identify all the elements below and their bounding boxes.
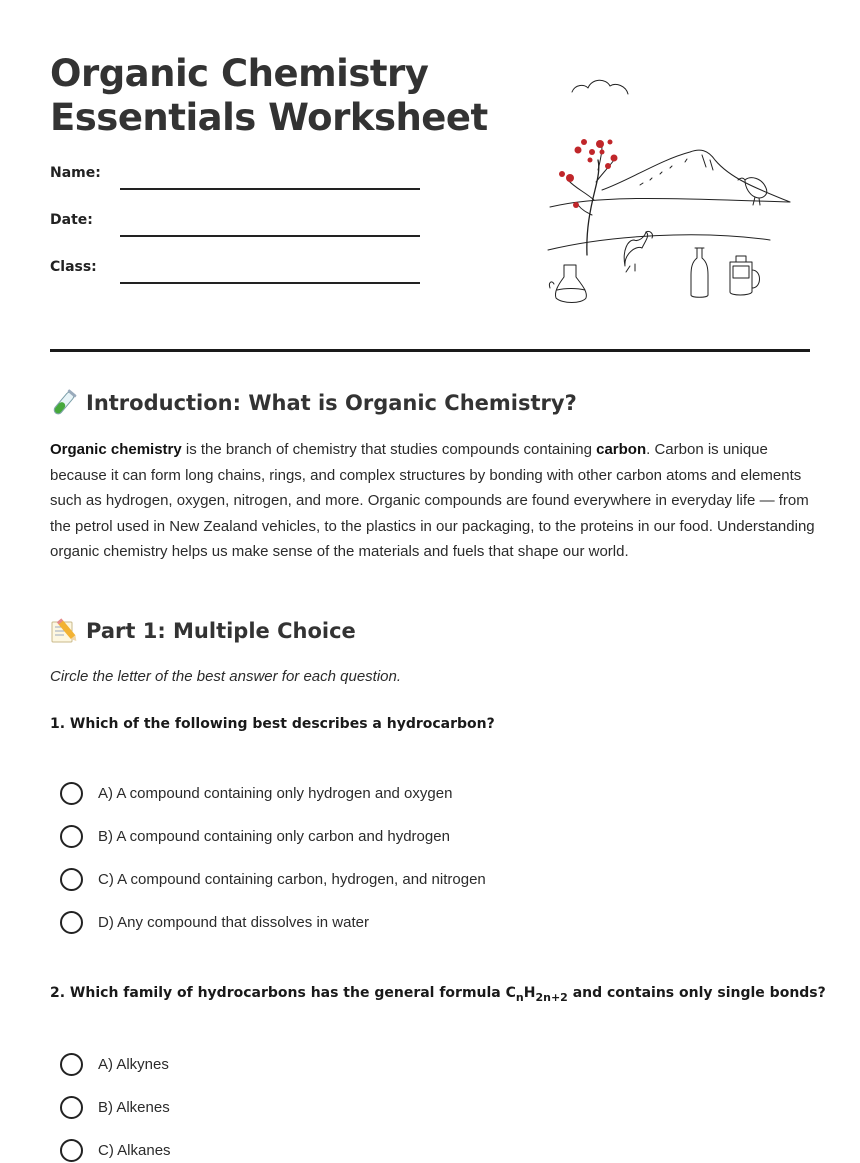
q1-option-d[interactable] xyxy=(60,909,369,935)
date-label: Date: xyxy=(50,212,93,228)
radio-circle-icon[interactable] xyxy=(60,825,83,848)
radio-circle-icon[interactable] xyxy=(60,1096,83,1119)
q2-text-h: H xyxy=(523,985,536,1001)
radio-circle-icon[interactable] xyxy=(60,1053,83,1076)
q1-option-b[interactable] xyxy=(60,823,450,849)
date-field[interactable] xyxy=(50,212,430,242)
q1-option-c[interactable] xyxy=(60,866,486,892)
test-tube-icon xyxy=(50,389,78,417)
q2-option-c[interactable] xyxy=(60,1137,171,1163)
q1-option-c-label: C) A compound containing carbon, hydrogen, and nitrogen xyxy=(98,870,486,888)
radio-circle-icon[interactable] xyxy=(60,868,83,891)
name-field[interactable] xyxy=(50,165,430,195)
class-line[interactable] xyxy=(120,282,420,284)
section-divider xyxy=(50,349,810,352)
page-title xyxy=(50,52,520,140)
q1-option-a-label: A) A compound containing only hydrogen and oxygen xyxy=(98,784,453,802)
memo-pencil-icon xyxy=(50,617,78,645)
class-field[interactable] xyxy=(50,259,430,289)
part1-heading xyxy=(50,617,356,645)
class-label: Class: xyxy=(50,259,97,275)
part1-heading-text: Part 1: Multiple Choice xyxy=(86,619,356,643)
cloud-icon xyxy=(572,80,628,94)
date-line[interactable] xyxy=(120,235,420,237)
intro-heading-text: Introduction: What is Organic Chemistry? xyxy=(86,391,577,415)
part1-instruction: Circle the letter of the best answer for each question. xyxy=(50,668,402,685)
q2-text-after: and contains only single bonds? xyxy=(567,985,826,1001)
name-line[interactable] xyxy=(120,188,420,190)
intro-bold-carbon: carbon xyxy=(596,441,647,458)
q2-option-a[interactable] xyxy=(60,1051,169,1077)
intro-text-1: is the branch of chemistry that studies compounds containing xyxy=(181,441,597,458)
pohutukawa-flowers xyxy=(559,139,618,208)
q2-option-a-label: A) Alkynes xyxy=(98,1055,169,1073)
q1-option-d-label: D) Any compound that dissolves in water xyxy=(98,913,369,931)
q2-sub-n: n xyxy=(515,990,524,1004)
intro-paragraph xyxy=(50,437,815,565)
q2-sub-2n2: 2n+2 xyxy=(535,990,568,1004)
radio-circle-icon[interactable] xyxy=(60,911,83,934)
intro-text-2: . Carbon is unique because it can form long chains, rings, and complex structures by bonding with other carbon atoms and elements such as hydrogen, oxygen, nitrogen, and more. Organic compounds are found everywhere in everyday life — from the petrol used in New Zealand vehicles, to the plastics in our packaging, to the proteins in our food. Understanding organic chemistry helps us make sense of the materials and fuels that shape our world. xyxy=(50,441,815,560)
q1-option-b-label: B) A compound containing only carbon and hydrogen xyxy=(98,827,450,845)
nz-landscape-illustration xyxy=(540,70,810,310)
title-line-2: Essentials Worksheet xyxy=(50,96,488,139)
question-2 xyxy=(50,985,826,1004)
q2-option-b[interactable] xyxy=(60,1094,170,1120)
radio-circle-icon[interactable] xyxy=(60,782,83,805)
q2-option-c-label: C) Alkanes xyxy=(98,1141,171,1159)
radio-circle-icon[interactable] xyxy=(60,1139,83,1162)
question-1: 1. Which of the following best describes a hydrocarbon? xyxy=(50,716,495,732)
title-line-1: Organic Chemistry xyxy=(50,52,429,95)
q1-option-a[interactable] xyxy=(60,780,452,806)
intro-heading xyxy=(50,389,577,417)
intro-bold-organic-chemistry: Organic chemistry xyxy=(50,441,182,458)
q2-text-before: 2. Which family of hydrocarbons has the general formula C xyxy=(50,985,516,1001)
q2-option-b-label: B) Alkenes xyxy=(98,1098,170,1116)
name-label: Name: xyxy=(50,165,101,181)
